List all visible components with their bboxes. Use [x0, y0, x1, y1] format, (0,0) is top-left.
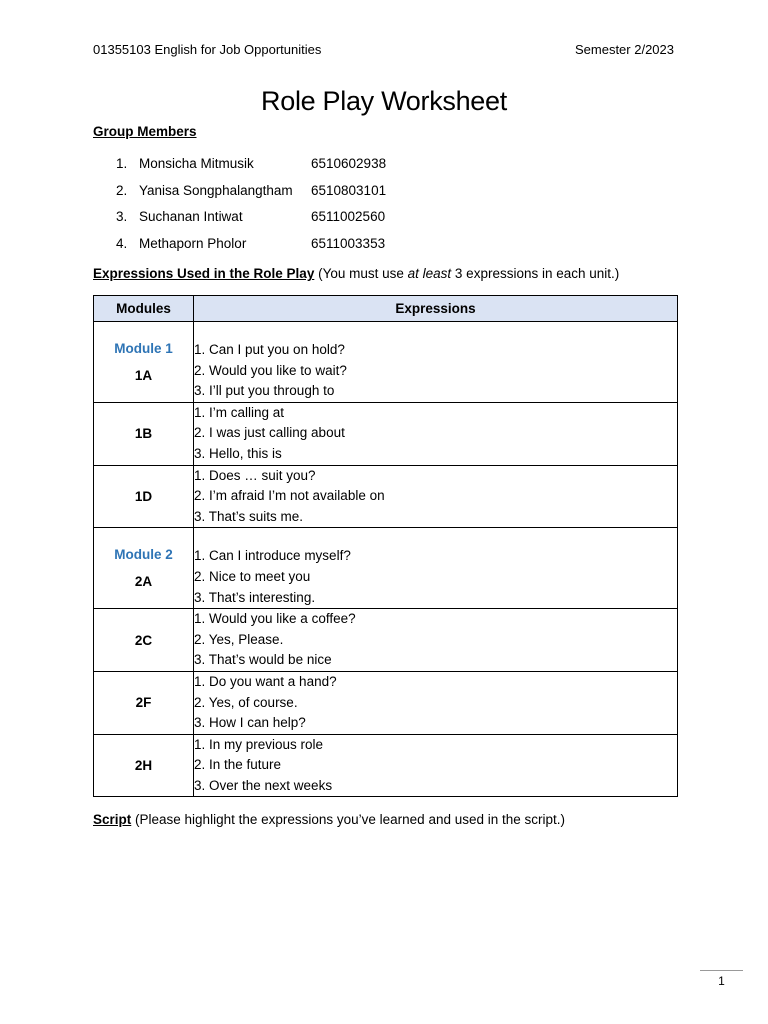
member-id: 6510803101 — [311, 182, 387, 198]
expressions-cell — [194, 322, 678, 403]
unit-cell — [94, 671, 194, 734]
member-name: Suchanan Intiwat — [139, 209, 243, 225]
expressions-cell — [194, 528, 678, 609]
expressions-table-body — [94, 322, 678, 797]
table-row — [94, 609, 678, 672]
expression-item: 3. Hello, this is — [194, 445, 282, 461]
member-id: 6511002560 — [311, 209, 386, 225]
unit-label: 2A — [134, 574, 153, 590]
page-header — [93, 42, 674, 57]
course-name: 01355103 English for Job Opportunities — [93, 42, 322, 57]
expression-item: 1. Can I put you on hold? — [194, 342, 345, 357]
expressions-column-header: Expressions — [194, 296, 678, 322]
member-item — [116, 150, 386, 177]
unit-cell — [94, 609, 194, 672]
member-id: 6510602938 — [311, 155, 387, 171]
expression-item: 3. That’s suits me. — [194, 508, 304, 524]
member-number: 3. — [116, 209, 128, 225]
unit-label: 2C — [134, 632, 153, 648]
unit-cell — [94, 465, 194, 528]
table-row — [94, 734, 678, 797]
module-label: Module 2 — [114, 547, 173, 563]
script-heading — [93, 812, 565, 827]
expression-item: 2. Yes, of course. — [194, 694, 298, 710]
unit-label: 2F — [135, 695, 152, 711]
expressions-cell — [194, 465, 678, 528]
unit-cell — [94, 528, 194, 609]
expression-item: 1. Can I introduce myself? — [194, 548, 351, 564]
table-row — [94, 528, 678, 609]
unit-cell — [94, 322, 194, 403]
unit-cell — [94, 734, 194, 797]
script-note: (Please highlight the expressions you’ve learned and used in the script.) — [131, 812, 566, 827]
expression-item: 2. I was just calling about — [194, 425, 345, 441]
unit-cell — [94, 402, 194, 465]
expression-item: 3. That’s interesting. — [194, 589, 316, 605]
expressions-cell — [194, 402, 678, 465]
modules-column-header: Modules — [94, 296, 194, 322]
member-item — [116, 204, 386, 231]
footer-rule — [700, 970, 743, 971]
expressions-cell — [194, 609, 678, 672]
expression-item: 3. I’ll put you through to — [194, 383, 335, 399]
table-row — [94, 671, 678, 734]
expression-item: 3. That’s would be nice — [194, 652, 332, 668]
unit-label: 1A — [134, 367, 153, 383]
expressions-note-emphasis: at least — [407, 266, 452, 281]
table-row — [94, 465, 678, 528]
expressions-note-pre: (You must use — [314, 266, 408, 281]
unit-label: 1B — [134, 426, 153, 442]
expression-item: 2. Would you like to wait? — [194, 362, 347, 378]
expressions-cell — [194, 671, 678, 734]
expression-item: 2. I’m afraid I’m not available on — [194, 488, 385, 504]
expression-item: 3. How I can help? — [194, 715, 306, 731]
member-number: 2. — [116, 182, 128, 198]
member-id: 6511003353 — [311, 236, 386, 252]
expression-item: 2. In the future — [194, 757, 282, 773]
table-row — [94, 322, 678, 403]
expression-item: 1. I’m calling at — [194, 404, 285, 420]
group-members-list — [116, 150, 386, 257]
module-label: Module 1 — [114, 340, 173, 356]
expressions-cell — [194, 734, 678, 797]
member-number: 4. — [116, 236, 128, 252]
expression-item: 2. Yes, Please. — [194, 631, 284, 647]
expression-item: 1. In my previous role — [194, 736, 324, 752]
script-label: Script — [93, 812, 132, 827]
unit-label: 1D — [134, 488, 153, 504]
page-number: 1 — [718, 974, 725, 988]
expressions-table — [93, 295, 678, 797]
member-item — [116, 230, 386, 257]
expression-item: 2. Nice to meet you — [194, 568, 311, 584]
group-members-label: Group Members — [93, 124, 197, 139]
member-item — [116, 177, 386, 204]
member-name: Monsicha Mitmusik — [139, 155, 254, 171]
unit-label: 2H — [134, 758, 153, 774]
page-title: Role Play Worksheet — [261, 86, 507, 116]
expressions-label: Expressions Used in the Role Play — [93, 266, 315, 281]
expression-item: 1. Would you like a coffee? — [194, 611, 356, 627]
table-row — [94, 402, 678, 465]
expressions-heading — [93, 266, 619, 281]
member-name: Yanisa Songphalangtham — [139, 182, 293, 198]
semester-label: Semester 2/2023 — [574, 42, 674, 57]
member-number: 1. — [116, 155, 128, 171]
member-name: Methaporn Pholor — [139, 236, 247, 252]
expression-item: 1. Does … suit you? — [194, 467, 316, 483]
expression-item: 3. Over the next weeks — [194, 777, 333, 793]
group-members-heading — [93, 124, 197, 139]
expression-item: 1. Do you want a hand? — [194, 673, 337, 689]
table-header-row — [94, 296, 678, 322]
expressions-note-post: 3 expressions in each unit.) — [451, 266, 620, 281]
